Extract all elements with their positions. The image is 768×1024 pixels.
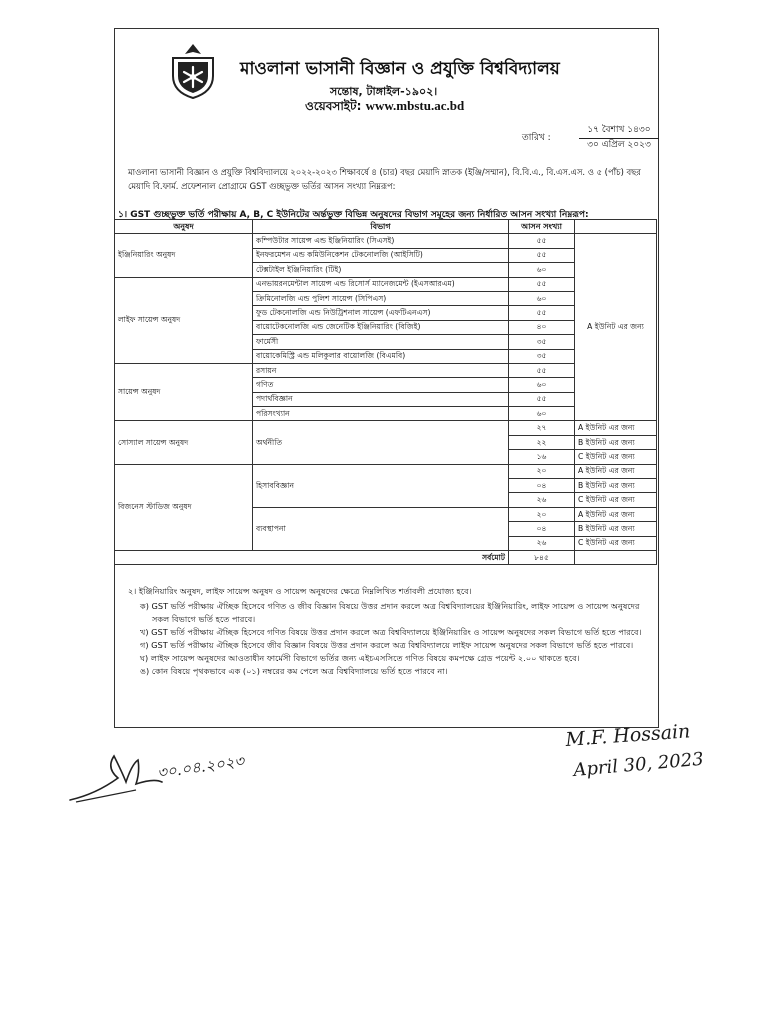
table-row bbox=[115, 234, 657, 248]
total-value: ৮৪৫ bbox=[509, 550, 575, 564]
left-signature bbox=[66, 738, 246, 808]
university-website bbox=[305, 98, 464, 118]
header-unit bbox=[575, 220, 657, 234]
department-cell: বায়োকেমিস্ট্রি এন্ড মলিকুলার বায়োলজি (বিএমবি) bbox=[253, 349, 509, 363]
department-cell: টেক্সটাইল ইঞ্জিনিয়ারিং (টিই) bbox=[253, 263, 509, 277]
department-cell: এনভায়রনমেন্টাল সায়েন্স এন্ড রিসোর্স ম্যানেজমেন্ট (ইএসআরএম) bbox=[253, 277, 509, 291]
seats-cell: ২৬ bbox=[509, 536, 575, 550]
seats-cell: ৫৫ bbox=[509, 392, 575, 406]
notes-section bbox=[128, 585, 653, 678]
unit-cell: A ইউনিট এর জন্য bbox=[575, 507, 657, 521]
seats-cell: ৫৫ bbox=[509, 234, 575, 248]
department-cell: ক্রিমিনোলজি এন্ড পুলিশ সায়েন্স (সিপিএস) bbox=[253, 291, 509, 305]
note-item: খ) GST ভর্তি পরীক্ষায় ঐচ্ছিক হিসেবে গণিত বিষয়ে উত্তর প্রদান করলে অত্র বিশ্ববিদ্যালয়ে ইঞ্জিনিয়ারিং ও সায়েন্স অনুষদের সকল বিভাগে ভর্তি হতে পারবে। bbox=[140, 627, 642, 637]
seats-cell: ০৪ bbox=[509, 522, 575, 536]
left-signature-date: ৩০.০৪.২০২৩ bbox=[156, 751, 246, 782]
department-cell: ইনফরমেশন এন্ড কমিউনিকেশন টেকনোলজি (আইসিটি) bbox=[253, 248, 509, 262]
note-item: ঙ) কোন বিষয়ে পৃথকভাবে এক (০১) নম্বরের কম পেলে অত্র বিশ্ববিদ্যালয়ে ভর্তি হতে পারবে না। bbox=[140, 666, 448, 676]
unit-cell: B ইউনিট এর জন্য bbox=[575, 522, 657, 536]
note-item: ঘ) লাইফ সায়েন্স অনুষদের আওতাধীন ফার্মেসী বিভাগে ভর্তির জন্য এইচএসসিতে গণিত বিষয়ে কমপক্ষে গ্রেড পয়েন্ট ২.০০ থাকতে হবে। bbox=[140, 653, 580, 663]
department-cell: বায়োটেকনোলজি এন্ড জেনেটিক ইঞ্জিনিয়ারিং (বিজিই) bbox=[253, 320, 509, 334]
seats-cell: ৩৫ bbox=[509, 349, 575, 363]
department-cell: ফার্মেসী bbox=[253, 335, 509, 349]
department-cell: পরিসংখ্যান bbox=[253, 407, 509, 421]
total-empty-cell bbox=[575, 550, 657, 564]
seats-cell: ৬০ bbox=[509, 378, 575, 392]
faculty-cell: লাইফ সায়েন্স অনুষদ bbox=[115, 277, 253, 363]
seats-cell: ১৬ bbox=[509, 450, 575, 464]
seats-cell: ৩৫ bbox=[509, 335, 575, 349]
faculty-cell: সোস্যাল সায়েন্স অনুষদ bbox=[115, 421, 253, 464]
date-english: ৩০ এপ্রিল ২০২৩ bbox=[587, 140, 651, 150]
section1-title: ১। GST গুচ্ছভুক্ত ভর্তি পরীক্ষায় A, B, C ইউনিটের অর্ন্তভুক্ত বিভিন্ন অনুষদের বিভাগ সমূহের জন্য নির্ধারিত আসন সংখ্যা নিম্নরূপ: bbox=[118, 210, 589, 220]
seats-cell: ৫৫ bbox=[509, 248, 575, 262]
unit-cell: B ইউনিট এর জন্য bbox=[575, 479, 657, 493]
date-label: তারিখ : bbox=[522, 133, 551, 143]
date-bangla: ১৭ বৈশাখ ১৪৩০ bbox=[579, 122, 659, 139]
seats-cell: ৪০ bbox=[509, 320, 575, 334]
university-address: সন্তোষ, টাঙ্গাইল-১৯০২। bbox=[330, 85, 438, 98]
department-cell: কম্পিউটার সায়েন্স এন্ড ইঞ্জিনিয়ারিং (সিএসই) bbox=[253, 234, 509, 248]
seats-cell: ২৭ bbox=[509, 421, 575, 435]
notes-heading: ২। ইঞ্জিনিয়ারিং অনুষদ, লাইফ সায়েন্স অনুষদ ও সায়েন্স অনুষদের ক্ষেত্রে নিম্নলিখিত শর্তাবলী প্রযোজ্য হবে। bbox=[128, 586, 472, 596]
website-label: ওয়েবসাইট: bbox=[305, 99, 362, 113]
seats-cell: ৬০ bbox=[509, 407, 575, 421]
table-row bbox=[115, 421, 657, 435]
seat-allocation-table bbox=[114, 219, 657, 565]
department-cell: ফুড টেকনোলজি এন্ড নিউট্রিশনাল সায়েন্স (এফটিএনএস) bbox=[253, 306, 509, 320]
seats-cell: ২২ bbox=[509, 435, 575, 449]
seats-cell: ২৬ bbox=[509, 493, 575, 507]
seats-cell: ৬০ bbox=[509, 263, 575, 277]
seats-cell: ০৪ bbox=[509, 479, 575, 493]
faculty-cell: বিজনেস স্টাডিজ অনুষদ bbox=[115, 464, 253, 550]
university-logo-icon bbox=[168, 42, 218, 100]
department-cell: হিসাববিজ্ঞান bbox=[253, 464, 509, 507]
unit-cell: C ইউনিট এর জন্য bbox=[575, 493, 657, 507]
faculty-cell: সায়েন্স অনুষদ bbox=[115, 363, 253, 421]
department-cell: রসায়ন bbox=[253, 363, 509, 377]
seats-cell: ৬০ bbox=[509, 291, 575, 305]
unit-cell: A ইউনিট এর জন্য bbox=[575, 421, 657, 435]
department-cell: পদার্থবিজ্ঞান bbox=[253, 392, 509, 406]
seats-cell: ২০ bbox=[509, 464, 575, 478]
unit-cell: C ইউনিট এর জন্য bbox=[575, 450, 657, 464]
note-item: ক) GST ভর্তি পরীক্ষায় ঐচ্ছিক হিসেবে গণিত ও জীব বিজ্ঞান বিষয়ে উত্তর প্রদান করলে অত্র বিশ্ববিদ্যালয়ের ইঞ্জিনিয়ারিং, লাইফ সায়েন্স ও সায়েন্স অনুষদের সকল বিভাগে ভর্তি হতে পারবে। bbox=[140, 601, 640, 624]
seats-cell: ৫৫ bbox=[509, 277, 575, 291]
note-item: গ) GST ভর্তি পরীক্ষায় ঐচ্ছিক হিসেবে জীব বিজ্ঞান বিষয়ে উত্তর প্রদান করলে অত্র বিশ্ববিদ্যালয়ে লাইফ সায়েন্স অনুষদের সকল বিভাগে ভর্তি হতে পারবে। bbox=[140, 640, 634, 650]
seats-cell: ৫৫ bbox=[509, 306, 575, 320]
total-label: সর্বমোট bbox=[115, 550, 509, 564]
table-row bbox=[115, 464, 657, 478]
right-signature bbox=[560, 722, 760, 784]
seats-cell: ২০ bbox=[509, 507, 575, 521]
department-cell: গণিত bbox=[253, 378, 509, 392]
right-signature-name: M.F. Hossain bbox=[564, 720, 691, 751]
right-signature-date: April 30, 2023 bbox=[572, 748, 705, 781]
header-faculty: অনুষদ bbox=[115, 220, 253, 234]
header-department: বিভাগ bbox=[253, 220, 509, 234]
faculty-cell: ইঞ্জিনিয়ারিং অনুষদ bbox=[115, 234, 253, 277]
header-seats: আসন সংখ্যা bbox=[509, 220, 575, 234]
department-cell: অর্থনীতি bbox=[253, 421, 509, 464]
unit-cell: C ইউনিট এর জন্য bbox=[575, 536, 657, 550]
unit-cell: A ইউনিট এর জন্য bbox=[575, 234, 657, 421]
seats-cell: ৫৫ bbox=[509, 363, 575, 377]
unit-cell: A ইউনিট এর জন্য bbox=[575, 464, 657, 478]
table-header-row bbox=[115, 220, 657, 234]
department-cell: ব্যবস্থাপনা bbox=[253, 507, 509, 550]
unit-cell: B ইউনিট এর জন্য bbox=[575, 435, 657, 449]
table-total-row bbox=[115, 550, 657, 564]
university-name: মাওলানা ভাসানী বিজ্ঞান ও প্রযুক্তি বিশ্ববিদ্যালয় bbox=[240, 59, 560, 79]
intro-paragraph: মাওলানা ভাসানী বিজ্ঞান ও প্রযুক্তি বিশ্ববিদ্যালয়ে ২০২২-২০২৩ শিক্ষাবর্ষে ৪ (চার) বছর মেয়াদি স্নাতক (ইঞ্জি/সম্মান), বি.বি.এ., বি.এস.এস. ও ৫ (পাঁচ) বছর মেয়াদি বি.ফার্ম. প্রফেশনাল প্রোগ্রামে GST গুচ্ছভুক্ত ভর্তির আসন সংখ্যা নিম্নরূপ: bbox=[128, 167, 641, 191]
website-url: www.mbstu.ac.bd bbox=[365, 98, 465, 113]
